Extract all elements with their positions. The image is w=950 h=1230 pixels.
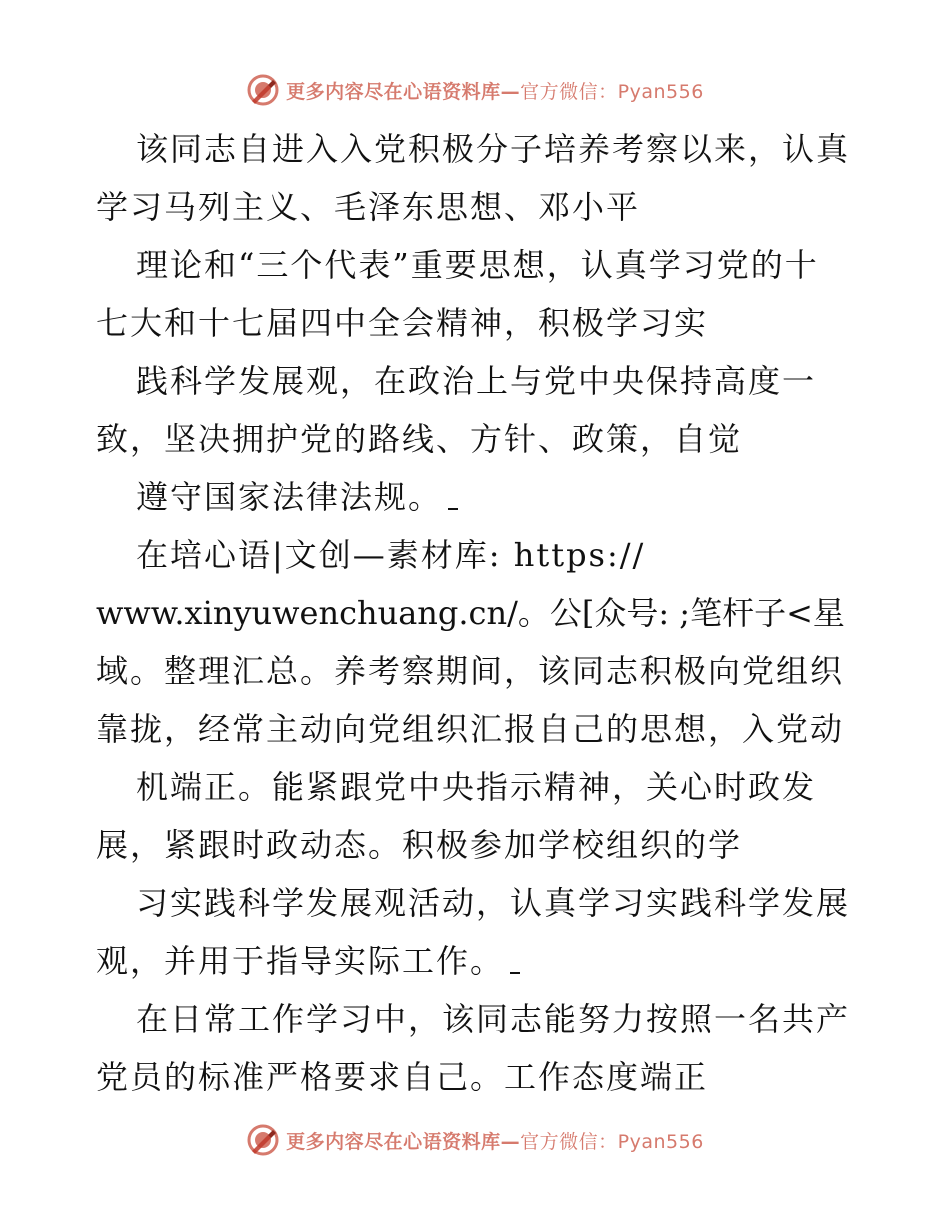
text-line-1: 该同志自进入入党积极分子培养考察以来，认真 [136,130,851,168]
text-line-15 [96,932,886,990]
text-line-5: 践科学发展观，在政治上与党中央保持高度一 [136,362,817,400]
document-body [96,120,886,1106]
pen-logo-icon [246,1123,280,1157]
text-line-9: www.xinyuwenchuang.cn/。公[众号: ;笔杆子<星 [96,594,845,632]
paragraph-text: 遵守国家法律法规。 [136,478,443,516]
text-line-16: 在日常工作学习中，该同志能努力按照一名共产 [136,1000,851,1038]
paragraph-text: 观，并用于指导实际工作。 [96,942,505,980]
pen-logo-icon [246,73,280,107]
text-line-13: 展，紧跟时政动态。积极参加学校组织的学 [96,826,743,864]
text-line-12: 机端正。能紧跟党中央指示精神，关心时政发 [136,768,817,806]
text-line-14: 习实践科学发展观活动，认真学习实践科学发展 [136,884,851,922]
text-line-11: 靠拢，经常主动向党组织汇报自己的思想，入党动 [96,710,845,748]
text-line-6: 致，坚决拥护党的路线、方针、政策，自觉 [96,420,743,458]
footer-banner [0,1120,950,1160]
header-banner-text: 更多内容尽在心语资料库—官方微信：Pyan556 [286,80,704,103]
header-banner [0,70,950,110]
text-line-17: 党员的标准严格要求自己。工作态度端正 [96,1058,709,1096]
paragraph-mark [510,972,520,974]
paragraph-mark [448,508,458,510]
text-line-3: 理论和“三个代表”重要思想，认真学习党的十 [136,246,819,284]
text-line-4: 七大和十七届四中全会精神，积极学习实 [96,304,709,342]
text-line-8: 在培心语|文创—素材库: https:// [136,536,646,574]
footer-banner-text: 更多内容尽在心语资料库—官方微信：Pyan556 [286,1130,704,1153]
text-line-7 [96,468,886,526]
text-line-10: 域。整理汇总。养考察期间，该同志积极向党组织 [96,652,845,690]
text-line-2: 学习马列主义、毛泽东思想、邓小平 [96,188,641,226]
